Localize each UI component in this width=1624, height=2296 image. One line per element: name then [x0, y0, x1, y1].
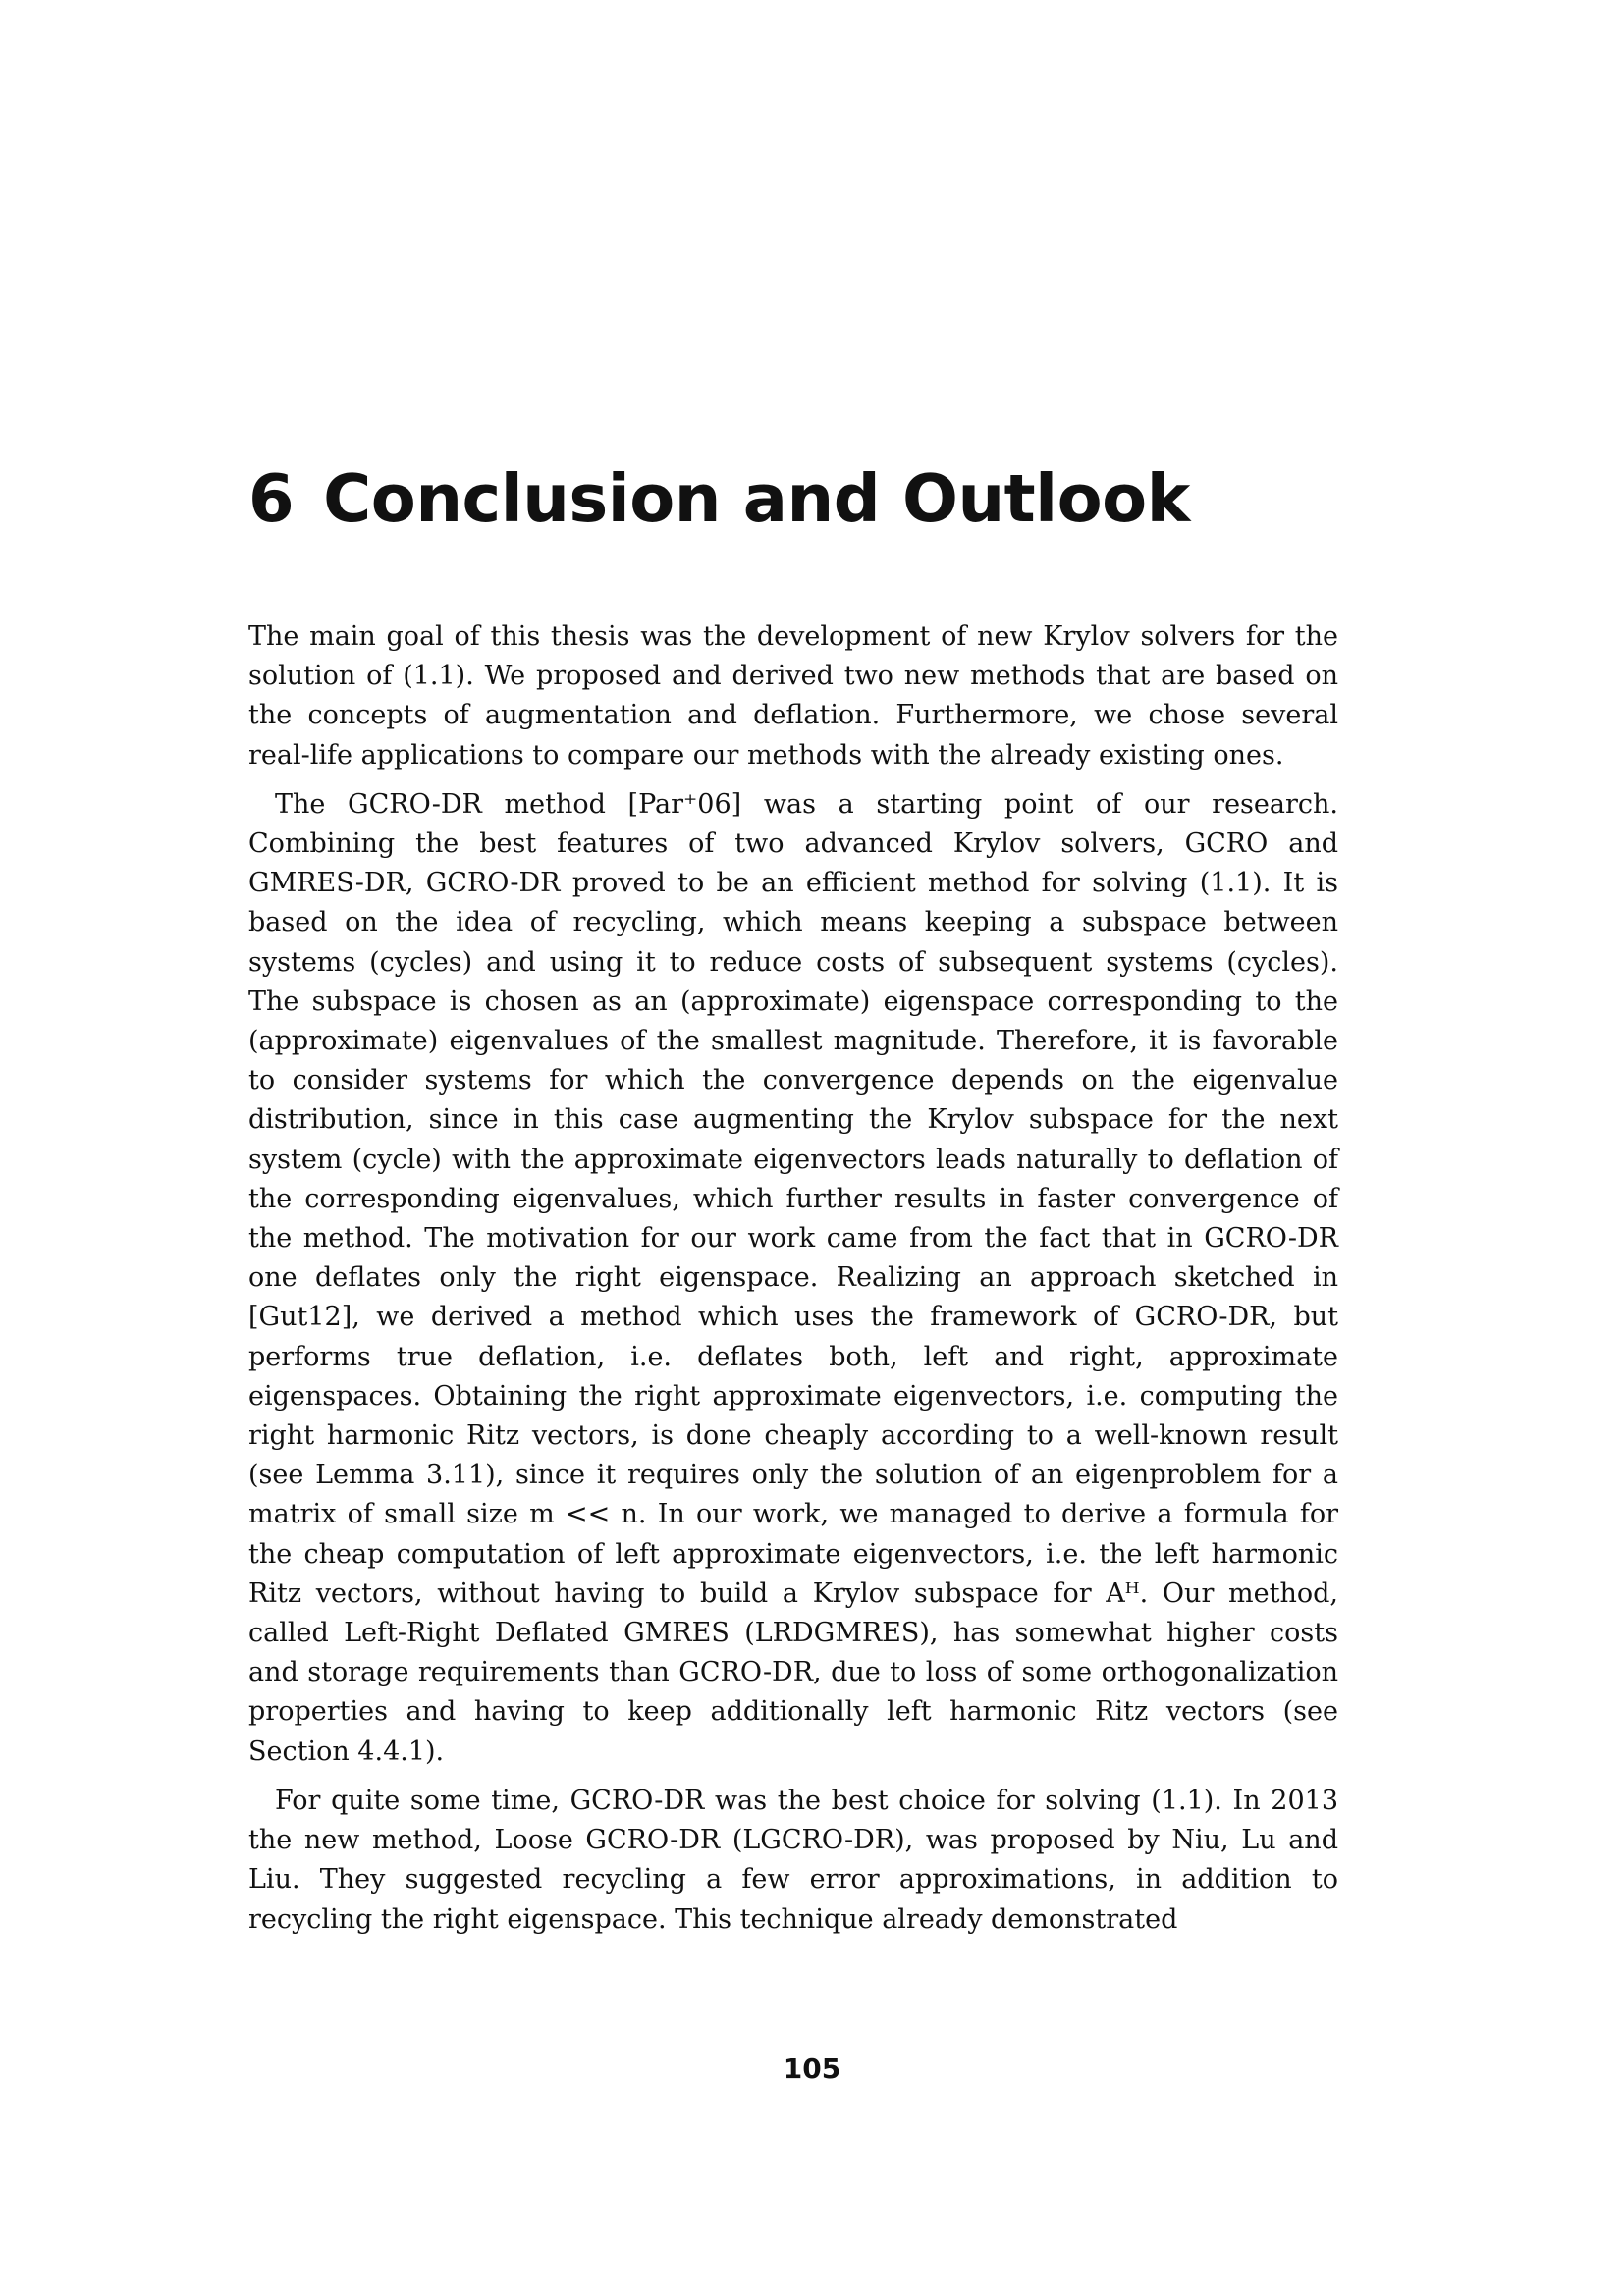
paragraph-2: The GCRO-DR method [Par⁺06] was a starting point of our research. Combining the best features of two advanced Krylov solvers, GCRO and GMRES-DR, GCRO-DR proved to be an efficient method for solving (1.1). It is based on the idea of recycling, which means keeping a subspace between systems (cycles) and using it to reduce costs of subsequent systems (cycles). The subspace is chosen as an (approximate) eigenspace corresponding to the (approximate) eigenvalues of the smallest magnitude. Therefore, it is favorable to consider systems for which the convergence depends on the eigenvalue distribution, since in this case augmenting the Krylov subspace for the next system (cycle) with the approximate eigenvectors leads naturally to deflation of the corresponding eigenvalues, which further results in faster convergence of the method. The motivation for our work came from the fact that in GCRO-DR one deflates only the right eigenspace. Realizing an approach sketched in [Gut12], we derived a method which uses the framework of GCRO-DR, but performs true deflation, i.e. deflates both, left and right, approximate eigenspaces. Obtaining the right approximate eigenvectors, i.e. computing the right harmonic Ritz vectors, is done cheaply according to a well-known result (see Lemma 3.11), since it requires only the solution of an eigenproblem for a matrix of small size m << n. In our work, we managed to derive a formula for the cheap computation of left approximate eigenvectors, i.e. the left harmonic Ritz vectors, without having to build a Krylov subspace for Aᴴ. Our method, called Left-Right Deflated GMRES (LRDGMRES), has somewhat higher costs and storage requirements than GCRO-DR, due to loss of some orthogonalization properties and having to keep additionally left harmonic Ritz vectors (see Section 4.4.1).	[248, 788, 1338, 1767]
chapter-title: Conclusion and Outlook	[323, 460, 1190, 537]
paragraph-3: For quite some time, GCRO-DR was the best choice for solving (1.1). In 2013 the new method, Loose GCRO-DR (LGCRO-DR), was proposed by Niu, Lu and Liu. They suggested recycling a few error approximations, in addition to recycling the right eigenspace. This technique already demonstrated	[248, 1785, 1338, 1935]
chapter-heading	[248, 459, 1378, 538]
chapter-body	[248, 617, 1338, 1949]
chapter-number: 6	[248, 460, 295, 537]
page-number: 105	[783, 2053, 841, 2085]
paragraph-1: The main goal of this thesis was the development of new Krylov solvers for the solution of (1.1). We proposed and derived two new methods that are based on the concepts of augmentation and deflation. Furthermore, we chose several real-life applications to compare our methods with the already existing ones.	[248, 621, 1338, 771]
